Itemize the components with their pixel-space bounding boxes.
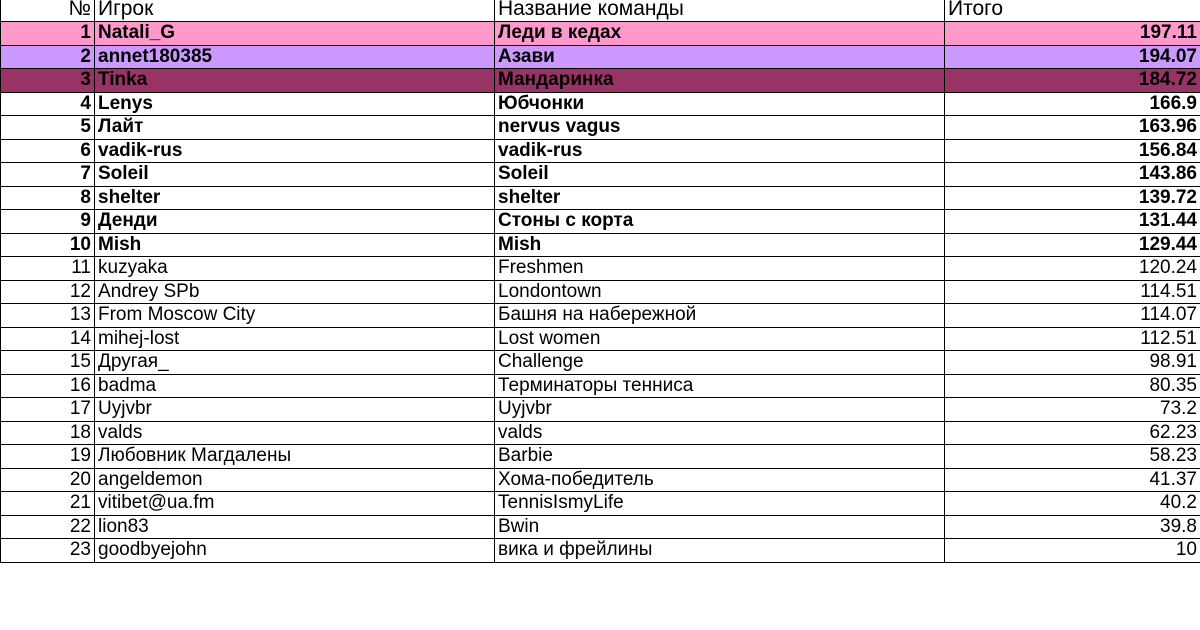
cell-team: Леди в кедах bbox=[495, 22, 945, 46]
cell-team: Юбчонки bbox=[495, 92, 945, 116]
cell-total: 114.51 bbox=[945, 280, 1200, 304]
cell-player: lion83 bbox=[95, 515, 495, 539]
table-row bbox=[1, 539, 1200, 563]
table-row bbox=[1, 139, 1200, 163]
cell-rank: 19 bbox=[1, 445, 95, 469]
cell-total: 156.84 bbox=[945, 139, 1200, 163]
cell-player: Andrey SPb bbox=[95, 280, 495, 304]
table-row bbox=[1, 492, 1200, 516]
cell-player: Денди bbox=[95, 210, 495, 234]
table-row bbox=[1, 327, 1200, 351]
cell-rank: 2 bbox=[1, 45, 95, 69]
cell-rank: 1 bbox=[1, 22, 95, 46]
cell-team: nervus vagus bbox=[495, 116, 945, 140]
cell-player: vitibet@ua.fm bbox=[95, 492, 495, 516]
cell-team: Мандаринка bbox=[495, 69, 945, 93]
table-row bbox=[1, 22, 1200, 46]
cell-total: 163.96 bbox=[945, 116, 1200, 140]
cell-team: shelter bbox=[495, 186, 945, 210]
cell-rank: 23 bbox=[1, 539, 95, 563]
cell-team: Азави bbox=[495, 45, 945, 69]
cell-total: 114.07 bbox=[945, 304, 1200, 328]
cell-rank: 17 bbox=[1, 398, 95, 422]
cell-total: 120.24 bbox=[945, 257, 1200, 281]
cell-rank: 20 bbox=[1, 468, 95, 492]
cell-rank: 22 bbox=[1, 515, 95, 539]
cell-rank: 10 bbox=[1, 233, 95, 257]
cell-total: 73.2 bbox=[945, 398, 1200, 422]
cell-player: valds bbox=[95, 421, 495, 445]
cell-team: Challenge bbox=[495, 351, 945, 375]
table-row bbox=[1, 257, 1200, 281]
cell-rank: 12 bbox=[1, 280, 95, 304]
cell-team: Freshmen bbox=[495, 257, 945, 281]
table-row bbox=[1, 163, 1200, 187]
cell-team: TennisIsmyLife bbox=[495, 492, 945, 516]
cell-player: badma bbox=[95, 374, 495, 398]
cell-player: goodbyejohn bbox=[95, 539, 495, 563]
header-total: Итого bbox=[945, 0, 1200, 22]
cell-total: 62.23 bbox=[945, 421, 1200, 445]
cell-rank: 16 bbox=[1, 374, 95, 398]
cell-rank: 9 bbox=[1, 210, 95, 234]
table-row bbox=[1, 351, 1200, 375]
cell-total: 139.72 bbox=[945, 186, 1200, 210]
cell-player: Natali_G bbox=[95, 22, 495, 46]
cell-rank: 18 bbox=[1, 421, 95, 445]
cell-player: annet180385 bbox=[95, 45, 495, 69]
cell-player: Soleil bbox=[95, 163, 495, 187]
cell-total: 80.35 bbox=[945, 374, 1200, 398]
cell-total: 39.8 bbox=[945, 515, 1200, 539]
table-row bbox=[1, 92, 1200, 116]
cell-rank: 4 bbox=[1, 92, 95, 116]
cell-rank: 14 bbox=[1, 327, 95, 351]
header-team: Название команды bbox=[495, 0, 945, 22]
cell-rank: 13 bbox=[1, 304, 95, 328]
table-row bbox=[1, 445, 1200, 469]
table-row bbox=[1, 45, 1200, 69]
cell-team: Barbie bbox=[495, 445, 945, 469]
cell-total: 41.37 bbox=[945, 468, 1200, 492]
table-row bbox=[1, 421, 1200, 445]
cell-total: 197.11 bbox=[945, 22, 1200, 46]
cell-team: Mish bbox=[495, 233, 945, 257]
table-row bbox=[1, 515, 1200, 539]
cell-team: Lost women bbox=[495, 327, 945, 351]
table-row bbox=[1, 304, 1200, 328]
cell-rank: 11 bbox=[1, 257, 95, 281]
cell-player: Tinka bbox=[95, 69, 495, 93]
cell-team: Терминаторы тенниса bbox=[495, 374, 945, 398]
table-header bbox=[1, 0, 1200, 22]
cell-total: 143.86 bbox=[945, 163, 1200, 187]
cell-player: From Moscow City bbox=[95, 304, 495, 328]
cell-player: Mish bbox=[95, 233, 495, 257]
cell-player: Другая_ bbox=[95, 351, 495, 375]
header-player: Игрок bbox=[95, 0, 495, 22]
cell-player: vadik-rus bbox=[95, 139, 495, 163]
cell-rank: 5 bbox=[1, 116, 95, 140]
cell-total: 98.91 bbox=[945, 351, 1200, 375]
cell-team: vadik-rus bbox=[495, 139, 945, 163]
cell-player: Любовник Магдалены bbox=[95, 445, 495, 469]
cell-total: 194.07 bbox=[945, 45, 1200, 69]
cell-rank: 7 bbox=[1, 163, 95, 187]
cell-player: mihej-lost bbox=[95, 327, 495, 351]
cell-team: вика и фрейлины bbox=[495, 539, 945, 563]
cell-player: Uyjvbr bbox=[95, 398, 495, 422]
cell-total: 166.9 bbox=[945, 92, 1200, 116]
cell-total: 131.44 bbox=[945, 210, 1200, 234]
cell-team: Soleil bbox=[495, 163, 945, 187]
cell-rank: 6 bbox=[1, 139, 95, 163]
cell-team: Башня на набережной bbox=[495, 304, 945, 328]
cell-total: 129.44 bbox=[945, 233, 1200, 257]
table-row bbox=[1, 398, 1200, 422]
cell-player: angeldemon bbox=[95, 468, 495, 492]
cell-team: Bwin bbox=[495, 515, 945, 539]
cell-rank: 21 bbox=[1, 492, 95, 516]
table-row bbox=[1, 374, 1200, 398]
header-number: № bbox=[1, 0, 95, 22]
table-row bbox=[1, 210, 1200, 234]
cell-player: kuzyaka bbox=[95, 257, 495, 281]
cell-total: 40.2 bbox=[945, 492, 1200, 516]
cell-team: valds bbox=[495, 421, 945, 445]
cell-total: 10 bbox=[945, 539, 1200, 563]
cell-team: Хома-победитель bbox=[495, 468, 945, 492]
table-row bbox=[1, 69, 1200, 93]
cell-team: Uyjvbr bbox=[495, 398, 945, 422]
header-row bbox=[1, 0, 1200, 22]
cell-total: 58.23 bbox=[945, 445, 1200, 469]
cell-total: 112.51 bbox=[945, 327, 1200, 351]
table-body bbox=[1, 22, 1200, 563]
cell-total: 184.72 bbox=[945, 69, 1200, 93]
cell-player: shelter bbox=[95, 186, 495, 210]
table-row bbox=[1, 186, 1200, 210]
cell-rank: 3 bbox=[1, 69, 95, 93]
table-row bbox=[1, 468, 1200, 492]
cell-team: Стоны с корта bbox=[495, 210, 945, 234]
cell-rank: 15 bbox=[1, 351, 95, 375]
table-row bbox=[1, 233, 1200, 257]
table-row bbox=[1, 116, 1200, 140]
table-row bbox=[1, 280, 1200, 304]
cell-player: Лайт bbox=[95, 116, 495, 140]
cell-player: Lenys bbox=[95, 92, 495, 116]
cell-rank: 8 bbox=[1, 186, 95, 210]
cell-team: Londontown bbox=[495, 280, 945, 304]
